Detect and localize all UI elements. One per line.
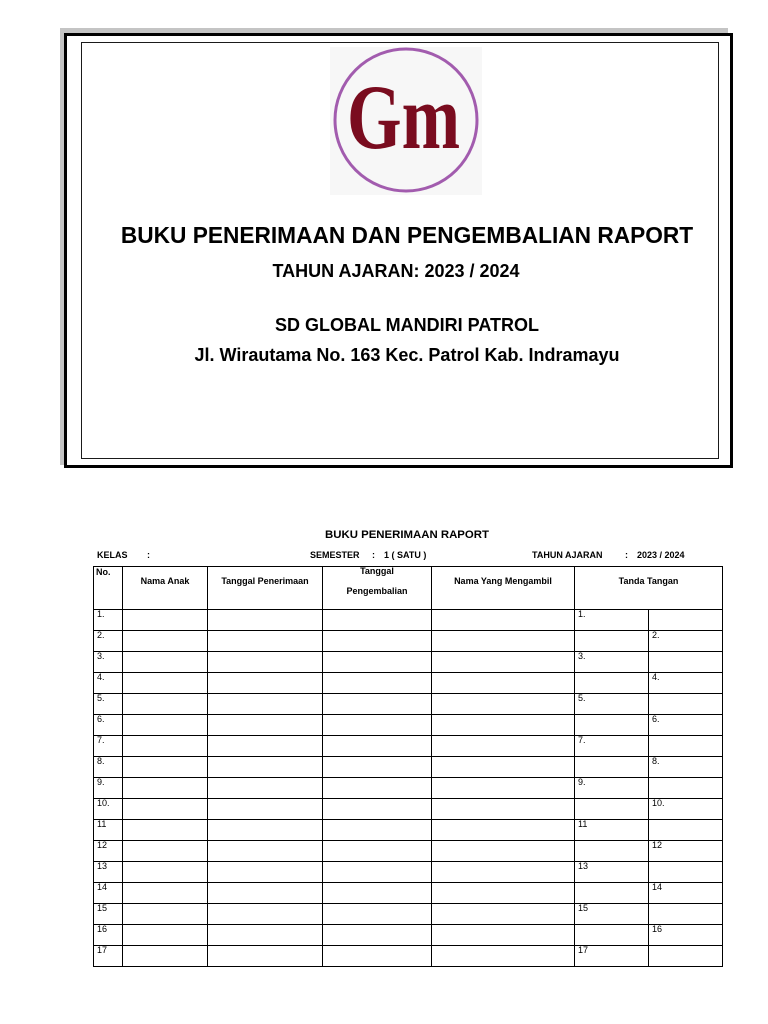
received-date-cell <box>208 778 322 798</box>
signature-left-cell <box>575 925 648 945</box>
logo-lettering: Gm <box>347 66 460 168</box>
row-number-cell: 16 <box>94 925 122 945</box>
collector-name-cell <box>432 757 574 777</box>
returned-date-cell <box>323 673 431 693</box>
received-date-cell <box>208 883 322 903</box>
row-number-cell: 6. <box>94 715 122 735</box>
student-name-cell <box>123 673 207 693</box>
signature-left-cell: 15 <box>575 904 648 924</box>
signature-right-cell <box>649 904 722 924</box>
signature-right-cell <box>649 652 722 672</box>
student-name-cell <box>123 736 207 756</box>
signature-right-cell <box>649 820 722 840</box>
collector-name-cell <box>432 673 574 693</box>
row-number-cell: 14 <box>94 883 122 903</box>
row-number-cell: 4. <box>94 673 122 693</box>
header-signature: Tanda Tangan <box>575 567 722 609</box>
collector-name-cell <box>432 736 574 756</box>
row-number-cell: 2. <box>94 631 122 651</box>
header-student-name: Nama Anak <box>123 567 207 609</box>
header-returned-date-line-2: Pengembalian <box>346 586 408 596</box>
received-date-cell <box>208 631 322 651</box>
returned-date-cell <box>323 904 431 924</box>
report-receipt-table <box>93 566 723 967</box>
received-date-cell <box>208 799 322 819</box>
signature-right-cell <box>649 610 722 630</box>
signature-right-cell: 8. <box>649 757 722 777</box>
school-logo <box>330 47 482 195</box>
collector-name-cell <box>432 946 574 966</box>
student-name-cell <box>123 862 207 882</box>
returned-date-cell <box>323 652 431 672</box>
signature-left-cell: 17 <box>575 946 648 966</box>
received-date-cell <box>208 925 322 945</box>
row-number-cell: 15 <box>94 904 122 924</box>
received-date-cell <box>208 673 322 693</box>
class-separator: : <box>147 550 150 560</box>
returned-date-cell <box>323 736 431 756</box>
student-name-cell <box>123 841 207 861</box>
header-received-date: Tanggal Penerimaan <box>208 567 322 609</box>
student-name-cell <box>123 715 207 735</box>
signature-left-cell <box>575 841 648 861</box>
returned-date-cell <box>323 631 431 651</box>
student-name-cell <box>123 631 207 651</box>
received-date-cell <box>208 694 322 714</box>
received-date-cell <box>208 904 322 924</box>
signature-right-cell: 16 <box>649 925 722 945</box>
cover-title: BUKU PENERIMAAN DAN PENGEMBALIAN RAPORT <box>120 222 694 248</box>
collector-name-cell <box>432 694 574 714</box>
row-number-cell: 3. <box>94 652 122 672</box>
signature-right-cell <box>649 946 722 966</box>
collector-name-cell <box>432 925 574 945</box>
student-name-cell <box>123 820 207 840</box>
row-number-cell: 11 <box>94 820 122 840</box>
student-name-cell <box>123 883 207 903</box>
signature-left-cell: 11 <box>575 820 648 840</box>
student-name-cell <box>123 799 207 819</box>
signature-right-cell: 6. <box>649 715 722 735</box>
collector-name-cell <box>432 610 574 630</box>
row-number-cell: 8. <box>94 757 122 777</box>
row-number-cell: 1. <box>94 610 122 630</box>
signature-left-cell <box>575 799 648 819</box>
signature-right-cell: 12 <box>649 841 722 861</box>
returned-date-cell <box>323 883 431 903</box>
academic-year-label: TAHUN AJARAN <box>532 550 603 560</box>
returned-date-cell <box>323 715 431 735</box>
semester-separator: : <box>372 550 375 560</box>
signature-left-cell <box>575 883 648 903</box>
signature-left-cell: 1. <box>575 610 648 630</box>
received-date-cell <box>208 736 322 756</box>
returned-date-cell <box>323 778 431 798</box>
signature-right-cell <box>649 862 722 882</box>
class-label: KELAS <box>97 550 128 560</box>
returned-date-cell <box>323 757 431 777</box>
received-date-cell <box>208 610 322 630</box>
collector-name-cell <box>432 715 574 735</box>
collector-name-cell <box>432 841 574 861</box>
academic-year-separator: : <box>625 550 628 560</box>
signature-right-cell <box>649 694 722 714</box>
student-name-cell <box>123 925 207 945</box>
collector-name-cell <box>432 904 574 924</box>
cover-academic-year: TAHUN AJARAN: 2023 / 2024 <box>272 261 520 281</box>
collector-name-cell <box>432 862 574 882</box>
student-name-cell <box>123 610 207 630</box>
collector-name-cell <box>432 778 574 798</box>
received-date-cell <box>208 946 322 966</box>
row-number-cell: 13 <box>94 862 122 882</box>
header-collector-name: Nama Yang Mengambil <box>432 567 574 609</box>
student-name-cell <box>123 652 207 672</box>
cover-school-name: SD GLOBAL MANDIRI PATROL <box>275 315 539 335</box>
signature-right-cell <box>649 736 722 756</box>
cover-school-address: Jl. Wirautama No. 163 Kec. Patrol Kab. Indramayu <box>194 345 620 365</box>
cover-page-frame <box>64 33 733 468</box>
semester-value: 1 ( SATU ) <box>384 550 427 560</box>
row-number-cell: 10. <box>94 799 122 819</box>
received-date-cell <box>208 820 322 840</box>
signature-left-cell: 13 <box>575 862 648 882</box>
student-name-cell <box>123 946 207 966</box>
signature-left-cell <box>575 673 648 693</box>
signature-left-cell: 5. <box>575 694 648 714</box>
returned-date-cell <box>323 820 431 840</box>
returned-date-cell <box>323 946 431 966</box>
received-date-cell <box>208 715 322 735</box>
form-title: BUKU PENERIMAAN RAPORT <box>325 529 489 541</box>
signature-left-cell <box>575 631 648 651</box>
semester-label: SEMESTER <box>310 550 360 560</box>
row-number-cell: 9. <box>94 778 122 798</box>
row-number-cell: 17 <box>94 946 122 966</box>
row-number-cell: 5. <box>94 694 122 714</box>
signature-right-cell: 10. <box>649 799 722 819</box>
signature-right-cell: 2. <box>649 631 722 651</box>
returned-date-cell <box>323 925 431 945</box>
received-date-cell <box>208 862 322 882</box>
signature-right-cell: 14 <box>649 883 722 903</box>
returned-date-cell <box>323 862 431 882</box>
student-name-cell <box>123 904 207 924</box>
returned-date-cell <box>323 841 431 861</box>
signature-right-cell: 4. <box>649 673 722 693</box>
student-name-cell <box>123 694 207 714</box>
received-date-cell <box>208 652 322 672</box>
student-name-cell <box>123 757 207 777</box>
returned-date-cell <box>323 610 431 630</box>
collector-name-cell <box>432 799 574 819</box>
academic-year-value: 2023 / 2024 <box>637 550 685 560</box>
received-date-cell <box>208 841 322 861</box>
header-returned-date-line-1: Tanggal <box>360 566 394 576</box>
signature-left-cell: 3. <box>575 652 648 672</box>
collector-name-cell <box>432 631 574 651</box>
signature-left-cell <box>575 757 648 777</box>
header-no: No. <box>94 567 122 609</box>
signature-right-cell <box>649 778 722 798</box>
returned-date-cell <box>323 694 431 714</box>
row-number-cell: 7. <box>94 736 122 756</box>
collector-name-cell <box>432 820 574 840</box>
signature-left-cell: 7. <box>575 736 648 756</box>
signature-left-cell: 9. <box>575 778 648 798</box>
collector-name-cell <box>432 652 574 672</box>
collector-name-cell <box>432 883 574 903</box>
returned-date-cell <box>323 799 431 819</box>
received-date-cell <box>208 757 322 777</box>
header-returned-date <box>323 567 431 609</box>
signature-left-cell <box>575 715 648 735</box>
cover-inner-frame <box>81 42 719 459</box>
row-number-cell: 12 <box>94 841 122 861</box>
student-name-cell <box>123 778 207 798</box>
